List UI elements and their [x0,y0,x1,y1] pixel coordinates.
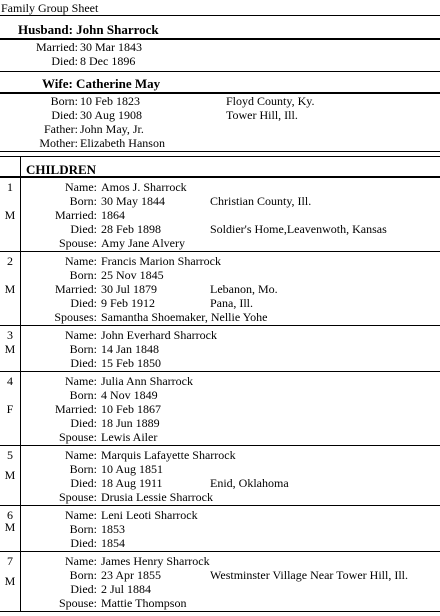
wife-mother-value: Elizabeth Hanson [80,136,165,150]
husband-married-label: Married: [36,40,78,54]
child-7-spouse-label: Spouse: [58,596,97,610]
child-7-name-value: James Henry Sharrock [101,554,210,568]
child-7-bottom-rule [0,611,440,612]
wife-died-place: Tower Hill, Ill. [226,108,298,122]
child-2-name-value: Francis Marion Sharrock [101,254,221,268]
child-1-name-label: Name: [65,180,97,194]
child-6-born-label: Born: [69,522,97,536]
child-1-born-place: Christian County, Ill. [210,194,312,208]
child-7-sex: M [4,574,16,588]
child-4-sex: F [6,402,14,416]
child-2-died-label: Died: [70,296,97,310]
child-1-born-value: 30 May 1844 [101,194,165,208]
child-4-born-value: 4 Nov 1849 [101,388,158,402]
title-rule [0,15,440,16]
husband-died-value: 8 Dec 1896 [80,54,136,68]
child-1-died-place: Soldier's Home,Leavenwoth, Kansas [210,222,387,236]
child-2-born-label: Born: [69,268,97,282]
child-1-died-value: 28 Feb 1898 [101,222,161,236]
child-7-name-label: Name: [65,554,97,568]
child-2-married-place: Lebanon, Mo. [210,282,278,296]
children-number-column-divider [20,156,21,611]
child-7-died-label: Died: [70,582,97,596]
child-7-number: 7 [7,554,13,568]
husband-married-value: 30 Mar 1843 [80,40,142,54]
children-heading: CHILDREN [26,162,97,177]
child-6-bottom-rule [0,551,440,552]
child-3-name-label: Name: [65,328,97,342]
wife-end-rule [0,151,440,152]
husband-heading: Husband: John Sharrock [18,22,159,37]
child-1-married-label: Married: [55,208,97,222]
child-6-died-value: 1854 [101,536,125,550]
child-4-name-value: Julia Ann Sharrock [101,374,193,388]
child-7-spouse-value: Mattie Thompson [101,596,187,610]
child-5-born-value: 10 Aug 1851 [101,462,164,476]
child-5-died-label: Died: [70,476,97,490]
child-1-spouse-value: Amy Jane Alvery [101,236,185,250]
child-6-born-value: 1853 [101,522,125,536]
children-top-rule [0,156,440,157]
child-7-born-value: 23 Apr 1855 [101,568,161,582]
child-2-died-value: 9 Feb 1912 [101,296,155,310]
child-3-died-label: Died: [70,356,97,370]
child-4-name-label: Name: [65,374,97,388]
child-4-married-value: 10 Feb 1867 [101,402,161,416]
child-7-died-value: 2 Jul 1884 [101,582,152,596]
wife-died-label: Died: [51,108,78,122]
child-6-sex: M [4,520,16,534]
child-5-died-value: 18 Aug 1911 [101,476,163,490]
wife-born-label: Born: [50,94,78,108]
child-4-married-label: Married: [55,402,97,416]
child-3-born-value: 14 Jan 1848 [101,342,159,356]
child-2-number: 2 [7,254,13,268]
child-6-died-label: Died: [70,536,97,550]
child-2-spouses-label: Spouses: [54,310,97,324]
child-4-died-value: 18 Jun 1889 [101,416,160,430]
child-2-married-value: 30 Jul 1879 [101,282,158,296]
child-5-spouse-value: Drusia Lessie Sharrock [101,490,213,504]
child-4-bottom-rule [0,445,440,446]
child-6-name-label: Name: [65,508,97,522]
page-title: Family Group Sheet [1,1,99,15]
child-2-sex: M [4,282,16,296]
child-5-sex: M [4,468,16,482]
child-5-name-label: Name: [65,448,97,462]
child-3-sex: M [4,342,16,356]
child-7-born-label: Born: [69,568,97,582]
child-4-spouse-value: Lewis Ailer [101,430,158,444]
child-7-born-place: Westminster Village Near Tower Hill, Ill. [210,568,408,582]
child-6-number: 6 [7,508,13,522]
child-2-spouses-value: Samantha Shoemaker, Nellie Yohe [101,310,268,324]
section-rule [0,71,440,72]
child-1-number: 1 [7,180,13,194]
child-1-sex: M [4,208,16,222]
child-3-number: 3 [7,328,13,342]
wife-father-value: John May, Jr. [80,122,144,136]
wife-born-place: Floyd County, Ky. [226,94,315,108]
child-3-bottom-rule [0,371,440,372]
child-5-born-label: Born: [69,462,97,476]
child-5-bottom-rule [0,505,440,506]
child-1-born-label: Born: [69,194,97,208]
child-5-spouse-label: Spouse: [58,490,97,504]
child-6-name-value: Leni Leoti Sharrock [101,508,198,522]
child-1-married-value: 1864 [101,208,125,222]
child-2-name-label: Name: [65,254,97,268]
child-1-spouse-label: Spouse: [58,236,97,250]
wife-mother-label: Mother: [39,136,78,150]
child-5-died-place: Enid, Oklahoma [210,476,289,490]
wife-born-value: 10 Feb 1823 [80,94,140,108]
child-4-spouse-label: Spouse: [58,430,97,444]
child-3-born-label: Born: [69,342,97,356]
child-4-died-label: Died: [70,416,97,430]
child-1-name-value: Amos J. Sharrock [101,180,187,194]
child-3-name-value: John Everhard Sharrock [101,328,217,342]
child-2-married-label: Married: [55,282,97,296]
child-4-number: 4 [7,374,13,388]
child-5-number: 5 [7,448,13,462]
child-3-died-value: 15 Feb 1850 [101,356,161,370]
child-2-died-place: Pana, Ill. [210,296,253,310]
husband-died-label: Died: [51,54,78,68]
wife-father-label: Father: [44,122,78,136]
child-2-bottom-rule [0,325,440,326]
wife-died-value: 30 Aug 1908 [80,108,143,122]
child-5-name-value: Marquis Lafayette Sharrock [101,448,236,462]
child-4-born-label: Born: [69,388,97,402]
child-1-bottom-rule [0,251,440,252]
child-1-died-label: Died: [70,222,97,236]
child-2-born-value: 25 Nov 1845 [101,268,164,282]
wife-heading: Wife: Catherine May [42,76,161,91]
children-header-rule [0,176,440,178]
